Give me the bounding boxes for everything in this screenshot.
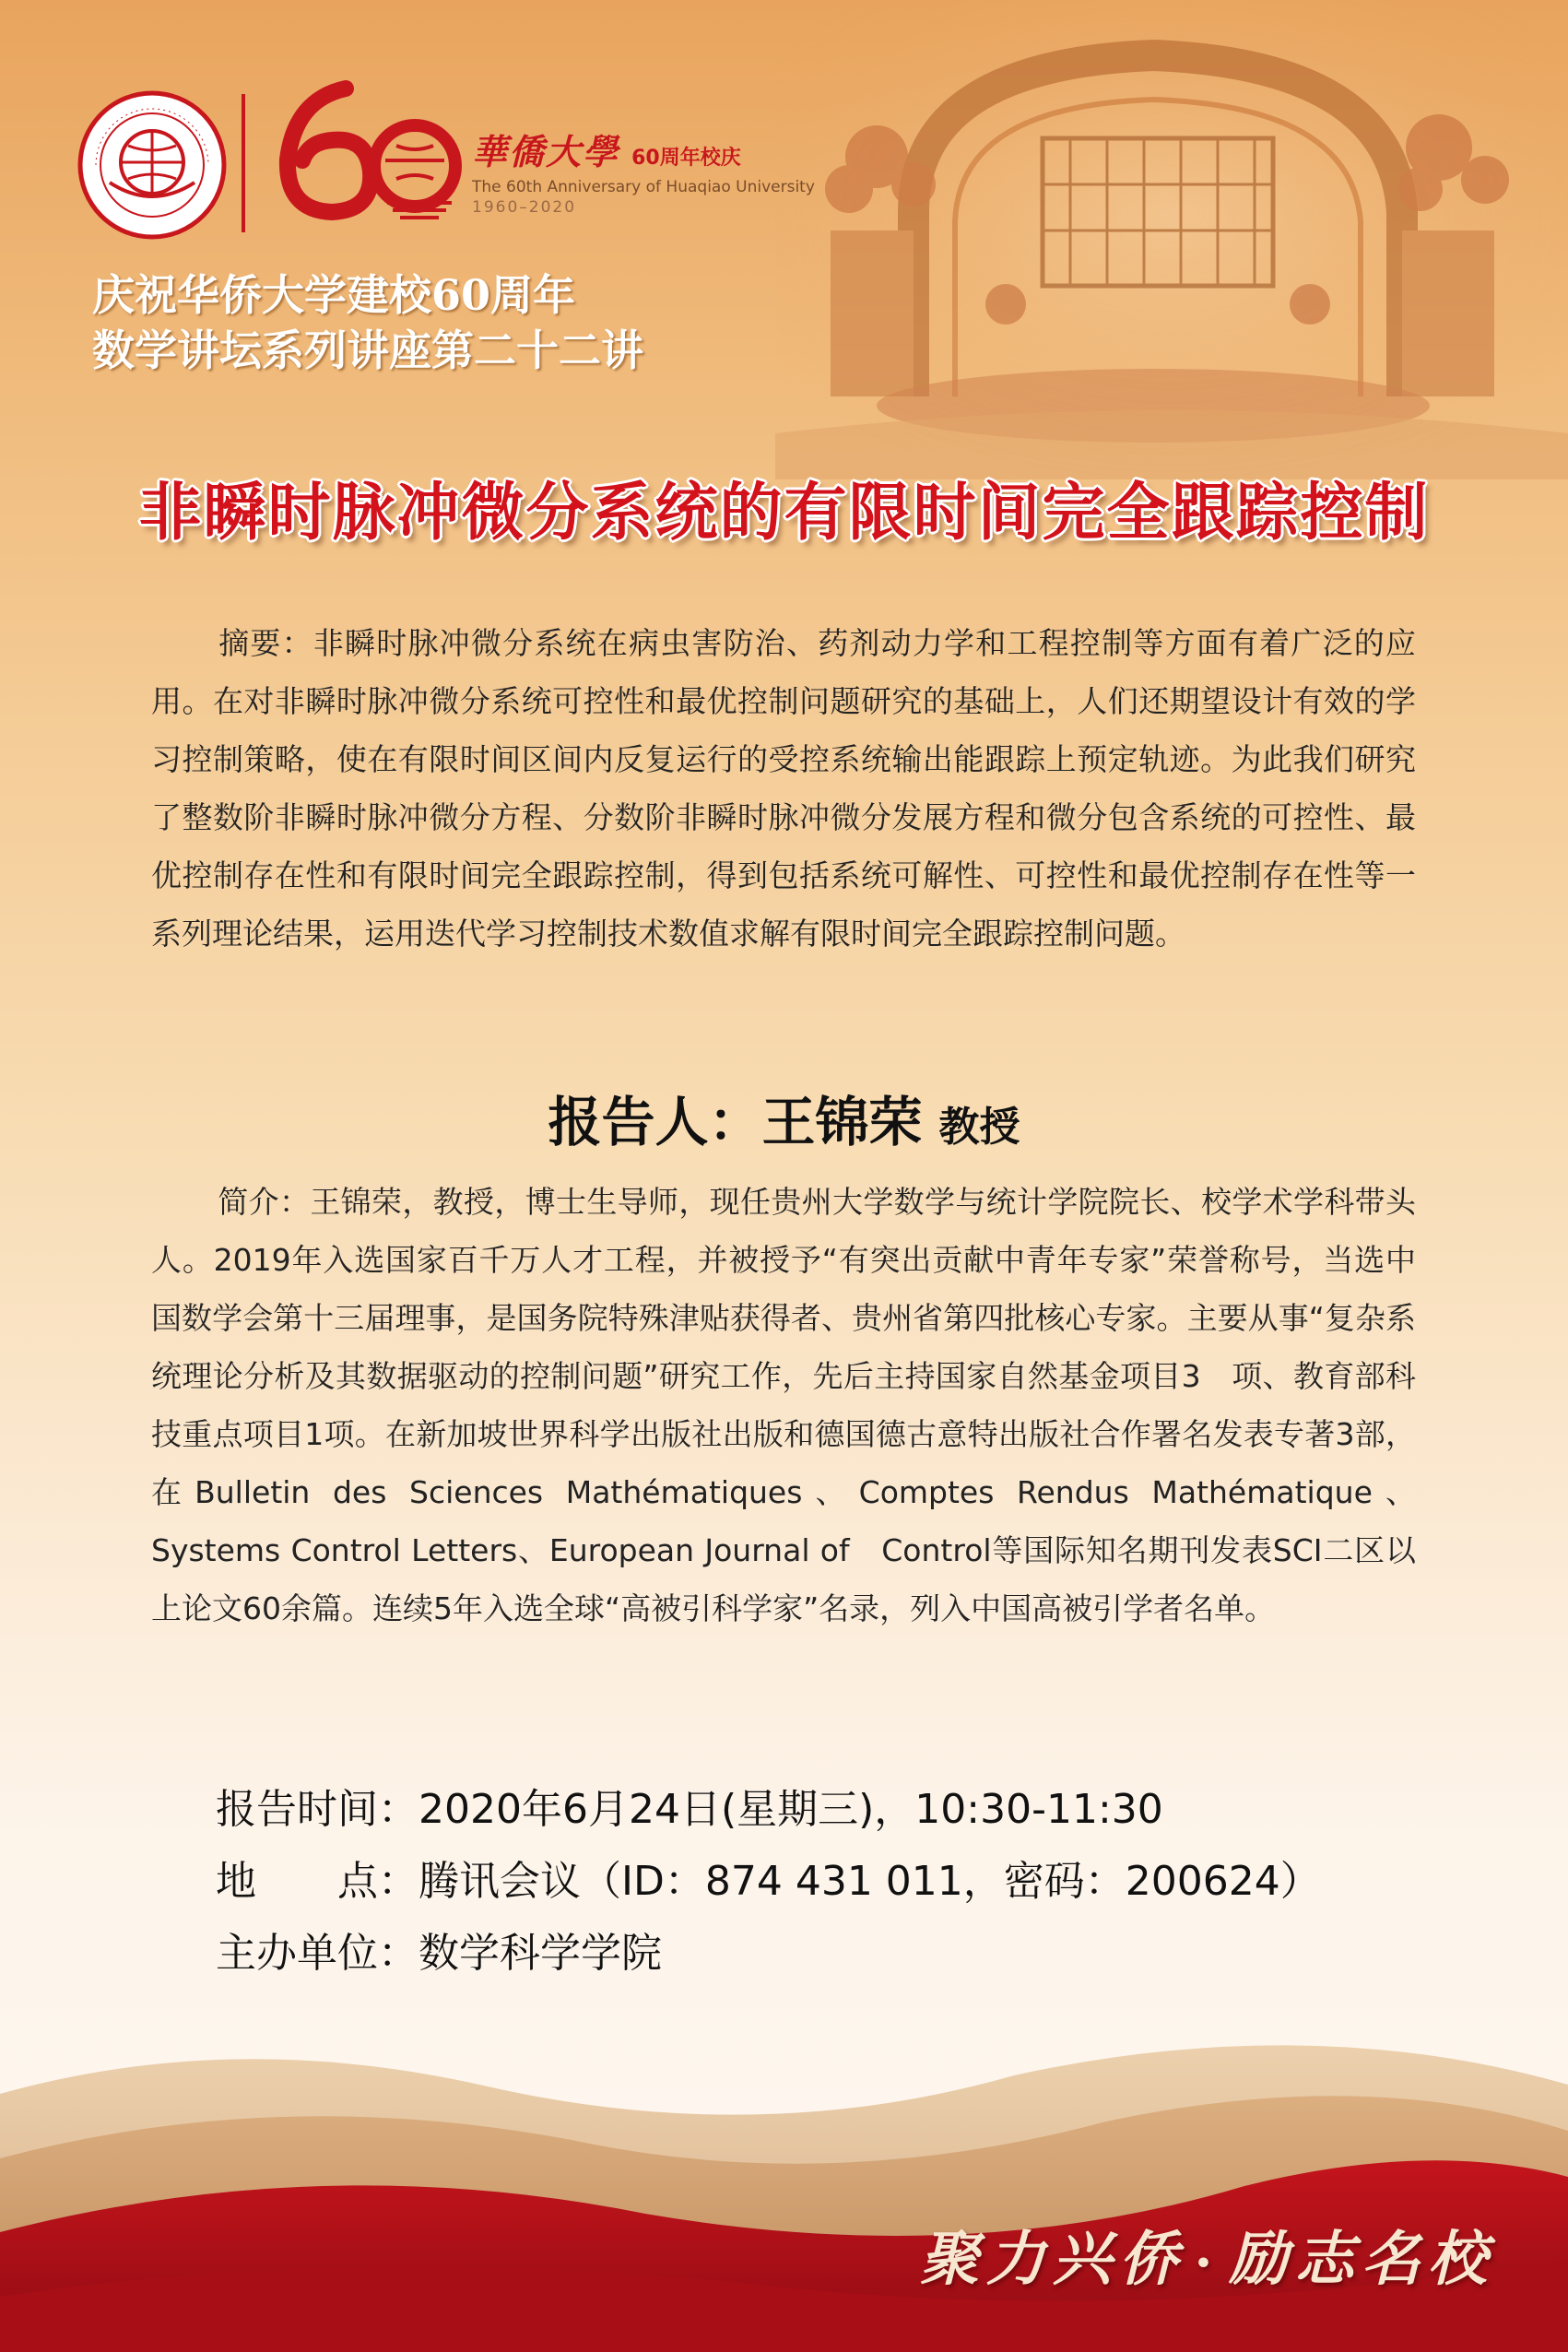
university-seal-logo — [77, 90, 227, 240]
slogan-part-1: 聚力兴侨 — [919, 2225, 1185, 2294]
slogan-part-2: 励志名校 — [1229, 2225, 1494, 2294]
speaker-name: 王锦荣 — [761, 1091, 923, 1153]
speaker-label: 报告人： — [548, 1091, 762, 1153]
lecture-title: 非瞬时脉冲微分系统的有限时间完全跟踪控制 — [138, 477, 1430, 550]
logo-divider — [242, 94, 245, 232]
anniversary-years: 1960–2020 — [472, 198, 577, 217]
lecture-series-heading — [92, 267, 643, 378]
footer-slogan — [920, 2212, 1494, 2297]
campus-gate-illustration — [775, 0, 1568, 479]
footer-wave-decoration — [0, 2020, 1568, 2352]
abstract-section — [151, 614, 1416, 963]
event-place: 地 点：腾讯会议（ID：874 431 011，密码：200624） — [216, 1858, 1321, 1905]
anniversary-60-logo — [258, 72, 470, 229]
anniversary-wordmark — [472, 124, 815, 217]
anniversary-title: 60周年校庆 — [631, 147, 741, 170]
anniversary-university-name: 華僑大學 — [472, 131, 620, 172]
bio-section — [151, 1173, 1416, 1637]
event-time: 报告时间：2020年6月24日(星期三)，10:30-11:30 — [216, 1786, 1163, 1833]
speaker-title: 教授 — [938, 1104, 1020, 1151]
anniversary-english: The 60th Anniversary of Huaqiao University — [472, 178, 815, 196]
series-line-2: 数学讲坛系列讲座第二十二讲 — [92, 325, 643, 375]
event-info — [216, 1774, 1321, 1990]
abstract-text: 摘要：非瞬时脉冲微分系统在病虫害防治、药剂动力学和工程控制等方面有着广泛的应用。在对非瞬时脉冲微分系统可控性和最优控制问题研究的基础上，人们还期望设计有效的学习控制策略，使在有限时间区间内反复运行的受控系统输出能跟踪上预定轨迹。为此我们研究了整数阶非瞬时脉冲微分方程、分数阶非瞬时脉冲微分发展方程和微分包含系统的可控性、最优控制存在性和有限时间完全跟踪控制，得到包括系统可解性、可控性和最优控制存在性等一系列理论结果，运用迭代学习控制技术数值求解有限时间完全跟踪控制问题。 — [151, 625, 1416, 951]
slogan-separator: • — [1194, 2248, 1220, 2280]
event-host: 主办单位：数学科学学院 — [216, 1930, 662, 1977]
bio-text: 简介：王锦荣，教授，博士生导师，现任贵州大学数学与统计学院院长、校学术学科带头人。2019年入选国家百千万人才工程，并被授予“有突出贡献中青年专家”荣誉称号，当选中国数学会第十三届理事，是国务院特殊津贴获得者、贵州省第四批核心专家。主要从事“复杂系统理论分析及其数据驱动的控制问题”研究工作，先后主持国家自然基金项目3 项、教育部科技重点项目1项。在新加坡世界科学出版社出版和德国德古意特出版社合作署名发表专著3部，在Bulletin des Sciences Mathématiques、Comptes Rendus Mathématique、Systems Control Letters、European Journal of Control等国际知名期刊发表SCI二区以上论文60余篇。连续5年入选全球“高被引科学家”名录，列入中国高被引学者名单。 — [151, 1184, 1416, 1626]
speaker-heading — [0, 1079, 1568, 1156]
series-line-1: 庆祝华侨大学建校60周年 — [92, 270, 576, 320]
